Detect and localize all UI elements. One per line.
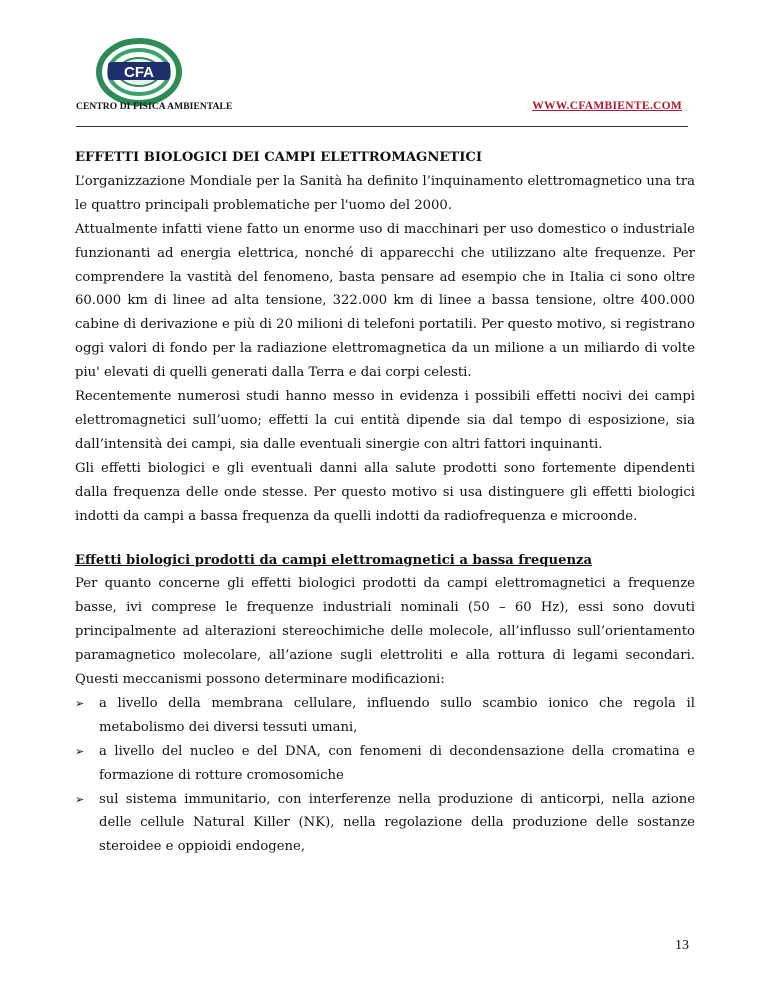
document-body bbox=[75, 146, 695, 859]
logo-text: CFA bbox=[124, 64, 154, 81]
website-link[interactable]: WWW.CFAMBIENTE.COM bbox=[532, 100, 682, 112]
arrow-bullet-icon: ➢ bbox=[75, 696, 85, 710]
paragraph: Attualmente infatti viene fatto un enorme uso di macchinari per uso domestico o industriale funzionanti ad energia elettrica, nonché di apparecchi che utilizzano alte frequenze. Per comprendere la vastità del fenomeno, basta pensare ad esempio che in Italia ci sono oltre 60.000 km di linee ad alta tensione, 322.000 km di linee a bassa tensione, oltre 400.000 cabine di derivazione e più di 20 milioni di telefoni portatili. Per questo motivo, si registrano oggi valori di fondo per la radiazione elettromagnetica da un milione a un miliardo di volte piu' elevati di quelli generati dalla Terra e dai corpi celesti. bbox=[75, 221, 695, 381]
paragraph: L’organizzazione Mondiale per la Sanità ha definito l’inquinamento elettromagnetico una tra le quattro principali problematiche per l'uomo del 2000. bbox=[75, 173, 695, 213]
section-heading: Effetti biologici prodotti da campi elettromagnetici a bassa frequenza bbox=[75, 552, 593, 568]
list-item-text: a livello del nucleo e del DNA, con fenomeni di decondensazione della cromatina e formazione di rotture cromosomiche bbox=[99, 743, 695, 783]
paragraph: Recentemente numerosi studi hanno messo in evidenza i possibili effetti nocivi dei campi elettromagnetici sull’uomo; effetti la cui entità dipende sia dal tempo di esposizione, sia dall’intensità dei campi, sia dalle eventuali sinergie con altri fattori inquinanti. bbox=[75, 389, 695, 452]
page-number: 13 bbox=[675, 938, 689, 953]
organization-name: CENTRO DI FISICA AMBIENTALE bbox=[76, 102, 233, 112]
paragraph: Gli effetti biologici e gli eventuali danni alla salute prodotti sono fortemente dipendenti dalla frequenza delle onde stesse. Per questo motivo si usa distinguere gli effetti biologici indotti da campi a bassa frequenza da quelli indotti da radiofrequenza e microonde. bbox=[75, 460, 695, 524]
list-item bbox=[75, 788, 695, 860]
list-item bbox=[75, 692, 695, 740]
arrow-bullet-icon: ➢ bbox=[75, 744, 85, 758]
cfa-logo bbox=[96, 38, 182, 106]
list-item-text: sul sistema immunitario, con interferenze nella produzione di anticorpi, nella azione delle cellule Natural Killer (NK), nella regolazione della produzione delle sostanze steroidee e oppioidi endogene, bbox=[99, 791, 695, 855]
arrow-bullet-icon: ➢ bbox=[75, 792, 85, 806]
document-title: EFFETTI BIOLOGICI DEI CAMPI ELETTROMAGNETICI bbox=[75, 150, 483, 165]
spacer bbox=[75, 529, 695, 549]
bullet-list bbox=[75, 692, 695, 859]
header-divider bbox=[76, 126, 688, 127]
section-intro: Per quanto concerne gli effetti biologici prodotti da campi elettromagnetici a frequenze basse, ivi comprese le frequenze industriali nominali (50 – 60 Hz), essi sono dovuti principalmente ad alterazioni stereochimiche delle molecole, all’influsso sull’orientamento paramagnetico molecolare, all’azione sugli elettroliti e alla rottura di legami secondari. Questi meccanismi possono determinare modificazioni: bbox=[75, 576, 695, 688]
list-item bbox=[75, 740, 695, 788]
list-item-text: a livello della membrana cellulare, influendo sullo scambio ionico che regola il metabolismo dei diversi tessuti umani, bbox=[99, 695, 695, 735]
